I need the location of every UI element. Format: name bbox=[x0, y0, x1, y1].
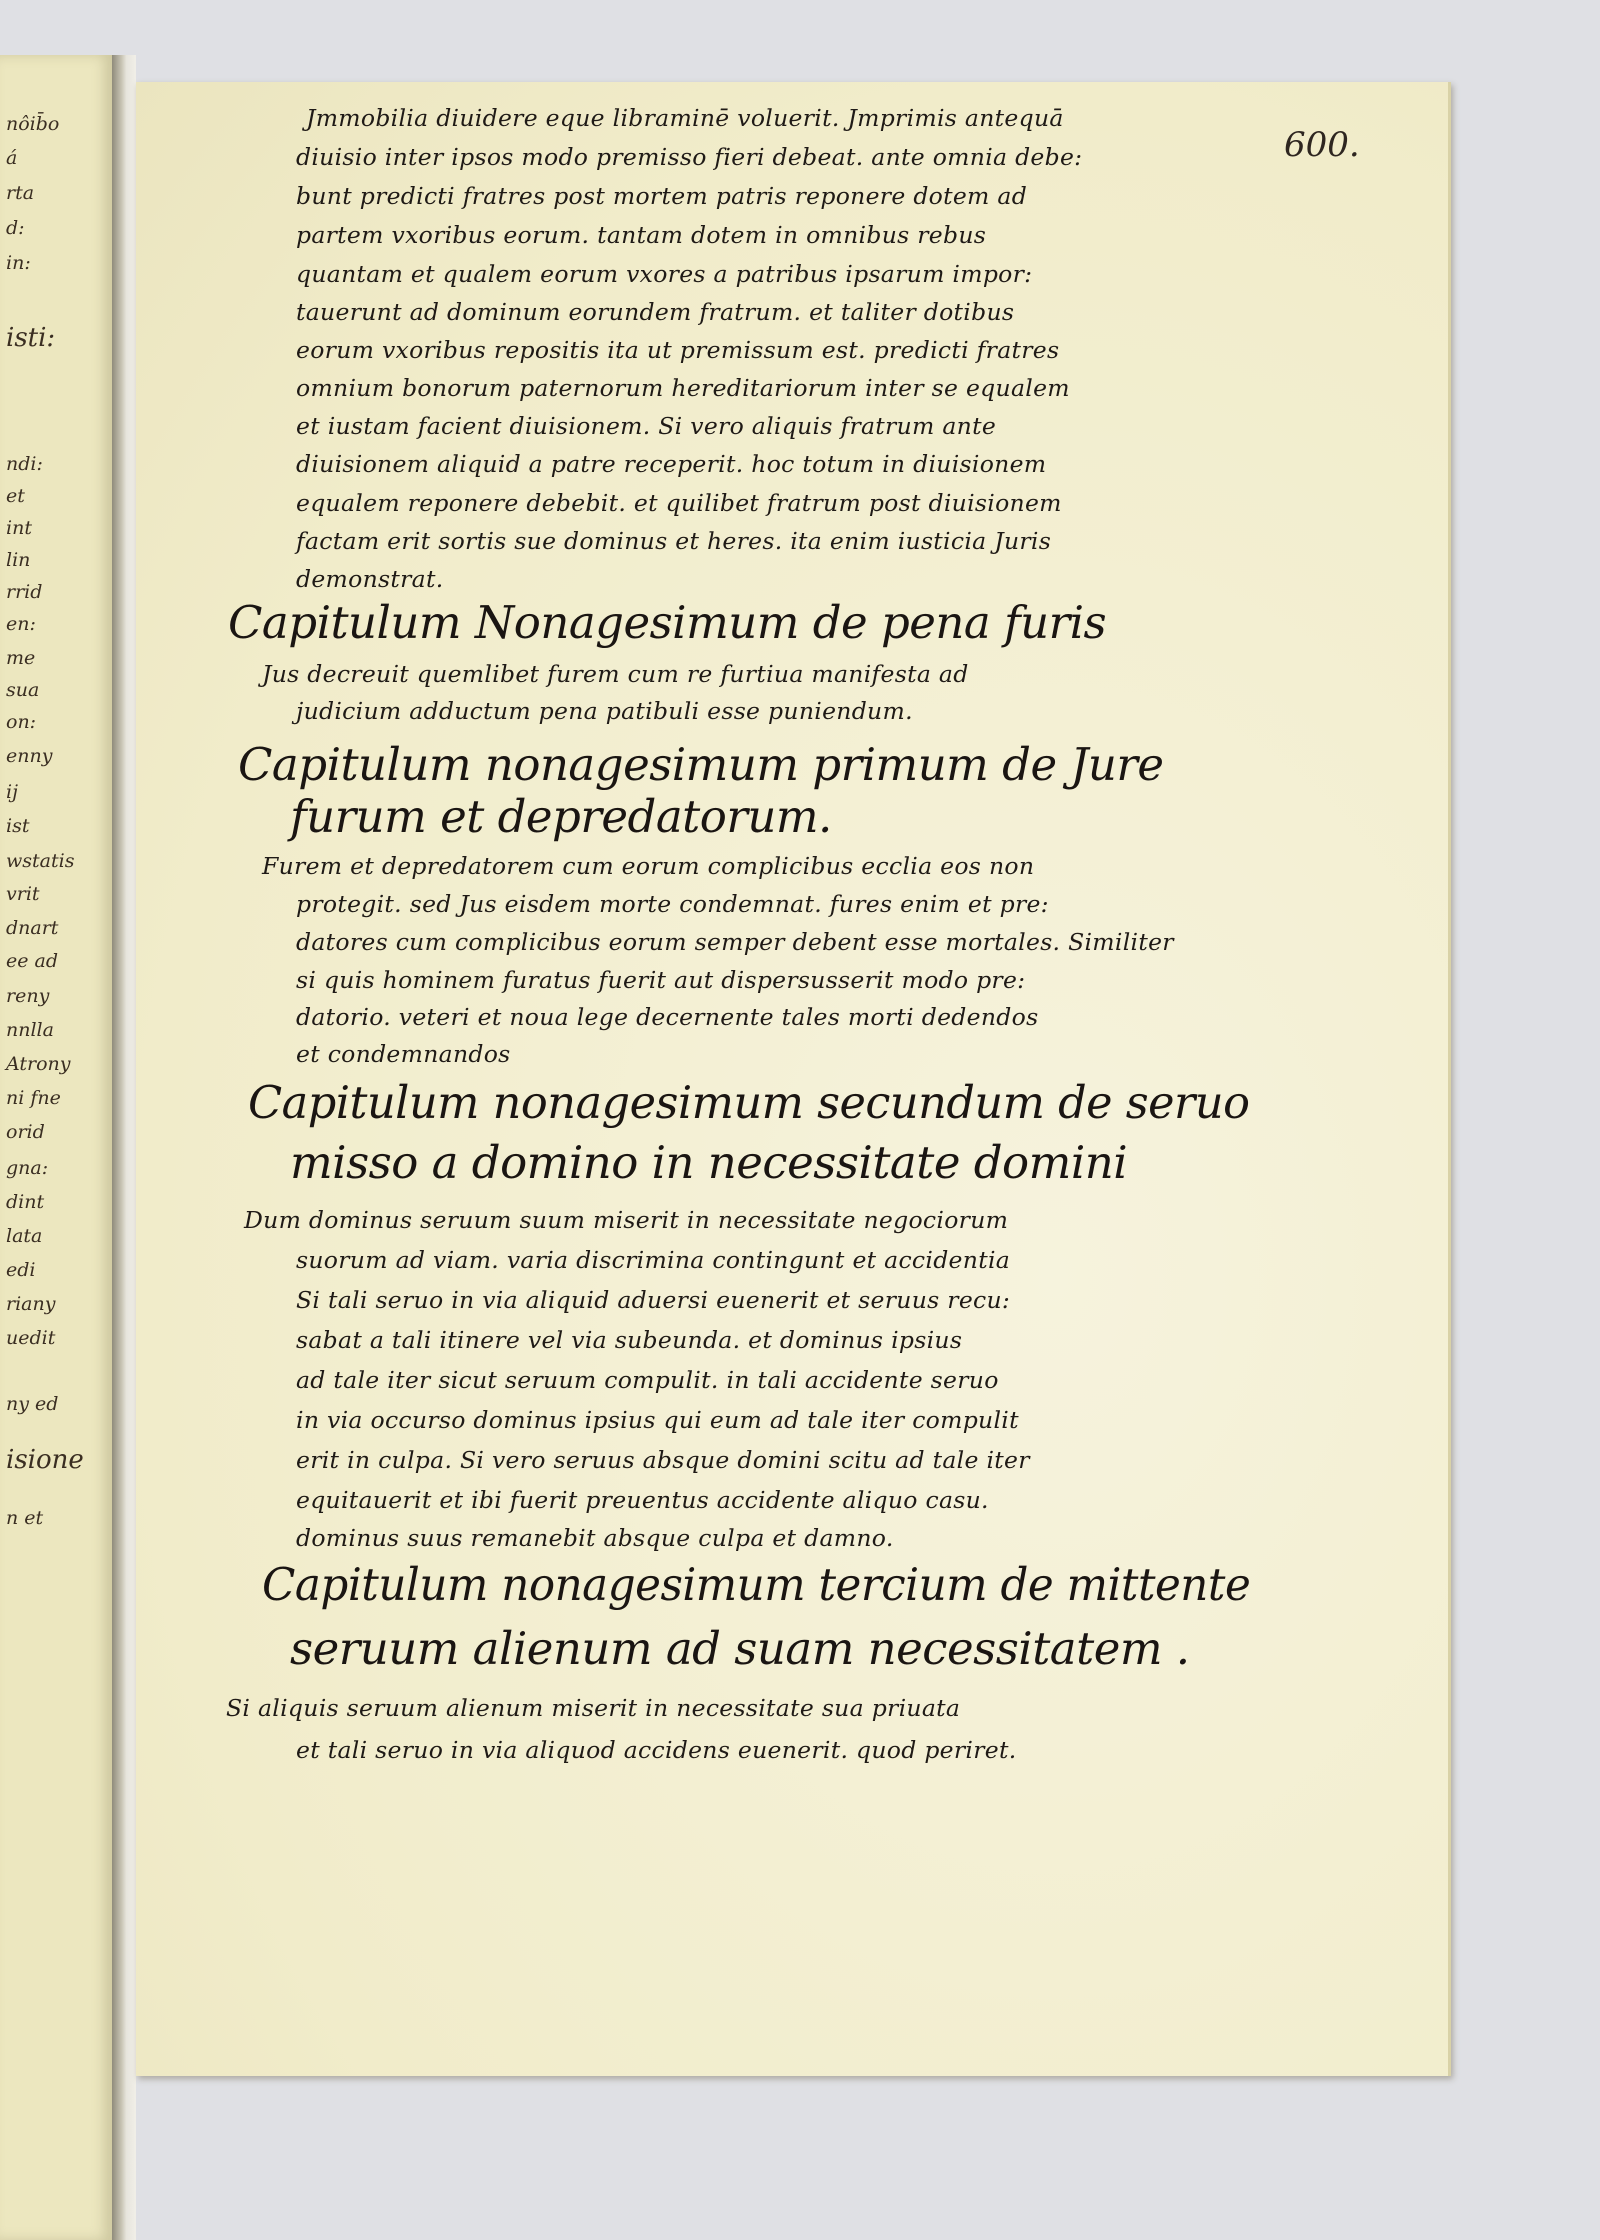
chapter-91-heading: Capitulum nonagesimum primum de Jure bbox=[238, 738, 1164, 791]
left-margin-fragment: Atrony bbox=[6, 1053, 71, 1075]
text-line: omnium bonorum paternorum hereditariorum inter se equalem bbox=[296, 374, 1070, 402]
text-line: factam erit sortis sue dominus et heres. ita enim iusticia Juris bbox=[296, 527, 1052, 555]
text-line: eorum vxoribus repositis ita ut premissum est. predicti fratres bbox=[296, 336, 1060, 364]
left-margin-fragment: wstatis bbox=[6, 850, 75, 872]
text-line: equalem reponere debebit. et quilibet fratrum post diuisionem bbox=[296, 489, 1062, 517]
left-margin-fragment: á bbox=[6, 147, 18, 169]
text-line: Furem et depredatorem cum eorum complicibus ecclia eos non bbox=[262, 852, 1035, 880]
left-margin-fragment: me bbox=[6, 647, 36, 669]
left-margin-fragment: ndi: bbox=[6, 453, 43, 475]
left-margin-fragment: dint bbox=[6, 1191, 45, 1213]
left-margin-fragment: isione bbox=[6, 1445, 84, 1475]
left-margin-fragment: reny bbox=[6, 985, 50, 1007]
text-line: bunt predicti fratres post mortem patris reponere dotem ad bbox=[296, 182, 1028, 210]
left-margin-fragment: en: bbox=[6, 613, 36, 635]
text-line: demonstrat. bbox=[296, 565, 444, 593]
text-line: Jus decreuit quemlibet furem cum re furtiua manifesta ad bbox=[262, 660, 969, 688]
left-margin-fragment: in: bbox=[6, 252, 31, 274]
text-line: partem vxoribus eorum. tantam dotem in omnibus rebus bbox=[296, 221, 987, 249]
left-margin-fragment: riany bbox=[6, 1293, 56, 1315]
text-line: Si aliquis seruum alienum miserit in necessitate sua priuata bbox=[226, 1694, 961, 1722]
text-line: equitauerit et ibi fuerit preuentus accidente aliquo casu. bbox=[296, 1486, 989, 1514]
left-margin-fragment: rrid bbox=[6, 581, 43, 603]
left-margin-fragment: edi bbox=[6, 1259, 36, 1281]
left-margin-fragment: n et bbox=[6, 1507, 44, 1529]
chapter-93-heading: seruum alienum ad suam necessitatem . bbox=[290, 1622, 1190, 1675]
left-margin-fragment: orid bbox=[6, 1121, 45, 1143]
text-line: ad tale iter sicut seruum compulit. in tali accidente seruo bbox=[296, 1366, 999, 1394]
left-margin-fragment: et bbox=[6, 485, 25, 507]
left-margin-fragment: ni fne bbox=[6, 1087, 61, 1109]
left-margin-fragment: ny ed bbox=[6, 1393, 59, 1415]
text-line: diuisionem aliquid a patre receperit. hoc totum in diuisionem bbox=[296, 450, 1047, 478]
left-margin-fragment: lin bbox=[6, 549, 31, 571]
left-margin-fragment: lata bbox=[6, 1225, 43, 1247]
left-margin-fragment: gna: bbox=[6, 1157, 49, 1179]
chapter-92-heading: misso a domino in necessitate domini bbox=[290, 1136, 1128, 1189]
left-margin-fragment: int bbox=[6, 517, 32, 539]
text-line: quantam et qualem eorum vxores a patribus ipsarum impor: bbox=[296, 260, 1033, 288]
chapter-93-heading: Capitulum nonagesimum tercium de mittente bbox=[262, 1558, 1251, 1611]
text-line: Jmmobilia diuidere eque libraminē voluerit. Jmprimis antequā bbox=[306, 104, 1064, 132]
left-margin-fragment: rta bbox=[6, 182, 35, 204]
text-line: in via occurso dominus ipsius qui eum ad tale iter compulit bbox=[296, 1406, 1019, 1434]
text-line: datorio. veteri et noua lege decernente tales morti dedendos bbox=[296, 1003, 1039, 1031]
text-line: diuisio inter ipsos modo premisso fieri debeat. ante omnia debe: bbox=[296, 143, 1083, 171]
text-line: si quis hominem furatus fuerit aut dispersusserit modo pre: bbox=[296, 966, 1026, 994]
left-margin-fragment: sua bbox=[6, 679, 40, 701]
left-margin-fragment: ist bbox=[6, 815, 30, 837]
left-margin-fragment: nnlla bbox=[6, 1019, 54, 1041]
text-line: judicium adductum pena patibuli esse puniendum. bbox=[296, 697, 913, 725]
left-margin-fragment: dnart bbox=[6, 917, 59, 939]
text-line: et tali seruo in via aliquod accidens euenerit. quod periret. bbox=[296, 1736, 1017, 1764]
left-margin-fragment: isti: bbox=[6, 323, 56, 353]
left-margin-fragment: enny bbox=[6, 745, 53, 767]
left-margin-fragment: vrit bbox=[6, 883, 40, 905]
text-line: et condemnandos bbox=[296, 1040, 511, 1068]
book-gutter bbox=[112, 55, 136, 2240]
text-line: protegit. sed Jus eisdem morte condemnat. fures enim et pre: bbox=[296, 890, 1049, 918]
left-margin-fragment: ij bbox=[6, 781, 18, 803]
text-line: sabat a tali itinere vel via subeunda. et dominus ipsius bbox=[296, 1326, 963, 1354]
text-line: tauerunt ad dominum eorundem fratrum. et taliter dotibus bbox=[296, 298, 1015, 326]
left-margin-fragment: d: bbox=[6, 217, 25, 239]
left-margin-fragment: nôib̄o bbox=[6, 113, 60, 135]
chapter-92-heading: Capitulum nonagesimum secundum de seruo bbox=[248, 1076, 1250, 1129]
text-line: et iustam facient diuisionem. Si vero aliquis fratrum ante bbox=[296, 412, 997, 440]
left-margin-fragment: uedit bbox=[6, 1327, 56, 1349]
chapter-90-heading: Capitulum Nonagesimum de pena furis bbox=[228, 596, 1107, 649]
chapter-91-heading: furum et depredatorum. bbox=[290, 790, 832, 843]
text-line: datores cum complicibus eorum semper debent esse mortales. Similiter bbox=[296, 928, 1174, 956]
left-facing-page bbox=[0, 55, 112, 2240]
folio-number: 600. bbox=[1284, 125, 1360, 165]
text-line: suorum ad viam. varia discrimina contingunt et accidentia bbox=[296, 1246, 1011, 1274]
text-line: dominus suus remanebit absque culpa et damno. bbox=[296, 1524, 894, 1552]
text-line: erit in culpa. Si vero seruus absque domini scitu ad tale iter bbox=[296, 1446, 1030, 1474]
left-margin-fragment: ee ad bbox=[6, 950, 59, 972]
text-line: Si tali seruo in via aliquid aduersi euenerit et seruus recu: bbox=[296, 1286, 1011, 1314]
text-line: Dum dominus seruum suum miserit in necessitate negociorum bbox=[244, 1206, 1009, 1234]
left-margin-fragment: on: bbox=[6, 711, 37, 733]
